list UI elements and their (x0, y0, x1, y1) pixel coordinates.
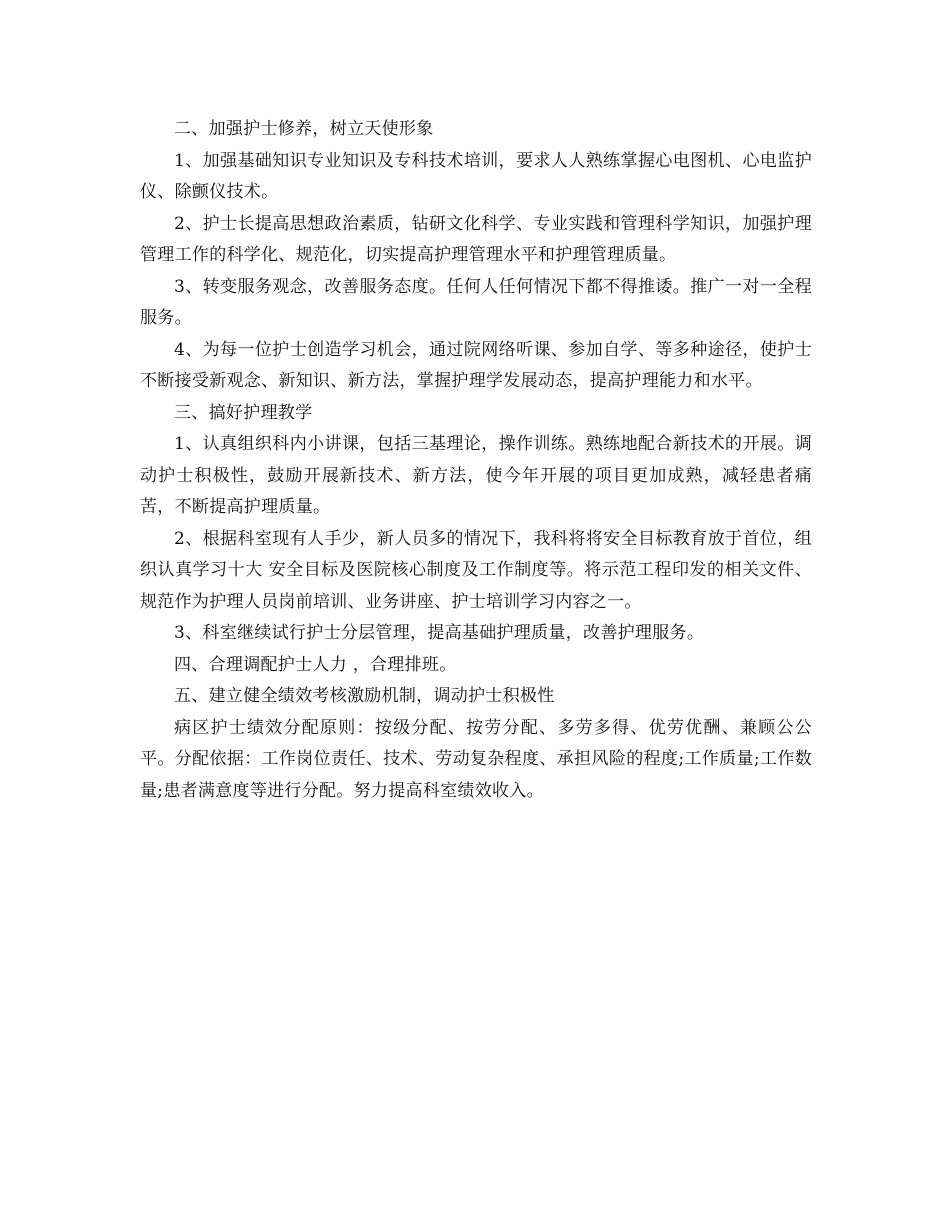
paragraph: 3、科室继续试行护士分层管理，提高基础护理质量，改善护理服务。 (174, 623, 705, 643)
paragraph: 3、转变服务观念，改善服务态度。任何人任何情况下都不得推诿。推广一对一全程服务。 (140, 276, 812, 328)
paragraph: 1、认真组织科内小讲课，包括三基理论，操作训练。熟练地配合新技术的开展。调动护士积极性，鼓励开展新技术、新方法，使今年开展的项目更加成熟，减轻患者痛苦，不断提高护理质量。 (140, 434, 812, 517)
paragraph: 2、根据科室现有人手少，新人员多的情况下，我科将将安全目标教育放于首位，组织认真学习十大 安全目标及医院核心制度及工作制度等。将示范工程印发的相关文件、规范作为护理人员岗前培训、业务讲座、护士培训学习内容之一。 (140, 528, 812, 612)
section-heading-4: 四、合理调配护士人力 ，合理排班。 (174, 654, 457, 675)
paragraph: 4、为每一位护士创造学习机会，通过院网络听课、参加自学、等多种途径，使护士不断接受新观念、新知识、新方法，掌握护理学发展动态，提高护理能力和水平。 (140, 339, 812, 391)
document-body (140, 114, 812, 807)
section-heading-5: 五、建立健全绩效考核激励机制，调动护士积极性 (174, 686, 555, 706)
paragraph: 2、护士长提高思想政治素质，钻研文化科学、专业实践和管理科学知识，加强护理管理工作的科学化、规范化，切实提高护理管理水平和护理管理质量。 (140, 213, 812, 265)
paragraph: 1、加强基础知识专业知识及专科技术培训，要求人人熟练掌握心电图机、心电监护仪、除颤仪技术。 (140, 150, 812, 202)
section-heading-3: 三、搞好护理教学 (174, 402, 313, 423)
paragraph: 病区护士绩效分配原则：按级分配、按劳分配、多劳多得、优劳优酬、兼顾公公平。分配依据：工作岗位责任、技术、劳动复杂程度、承担风险的程度;工作质量;工作数量;患者满意度等进行分配。努力提高科室绩效收入。 (140, 717, 812, 801)
section-heading-2: 二、加强护士修养，树立天使形象 (174, 119, 434, 139)
